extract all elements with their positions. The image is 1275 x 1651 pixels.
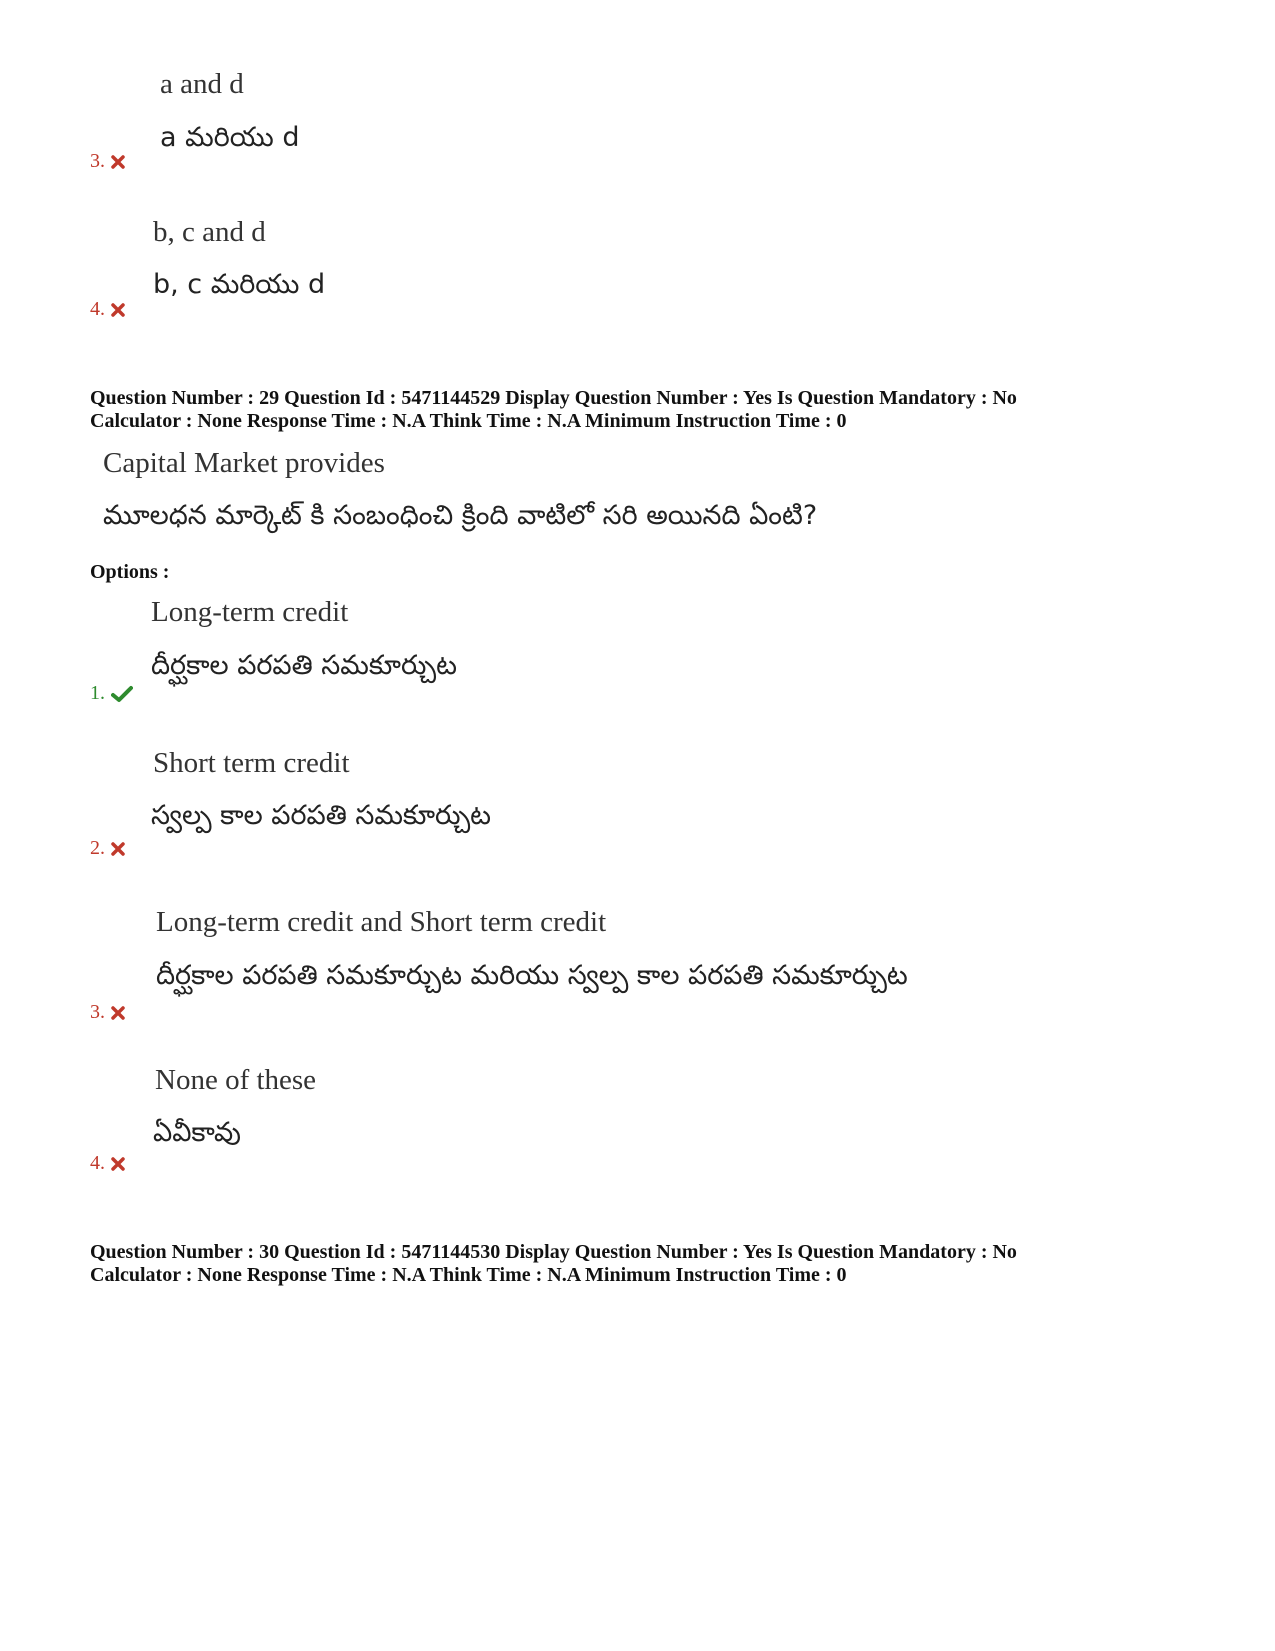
q29-option-2-marker bbox=[90, 837, 125, 860]
prev-option-3-marker bbox=[90, 150, 125, 173]
q29-option-4-telugu: ఏవీకావు bbox=[153, 1117, 241, 1148]
q29-option-1-marker bbox=[90, 682, 133, 705]
wrong-icon bbox=[111, 1157, 125, 1171]
prev-option-4-marker bbox=[90, 298, 125, 321]
prev-option-4-english: b, c and d bbox=[153, 216, 266, 248]
q30-meta-line1: Question Number : 30 Question Id : 5471144530 Display Question Number : Yes Is Question Mandatory : No bbox=[90, 1241, 1017, 1263]
q29-option-4-marker bbox=[90, 1152, 125, 1175]
option-number: 1. bbox=[90, 682, 105, 704]
option-number: 4. bbox=[90, 298, 105, 320]
wrong-icon bbox=[111, 303, 125, 317]
option-number: 3. bbox=[90, 150, 105, 172]
q29-question-english: Capital Market provides bbox=[103, 447, 385, 479]
option-number: 4. bbox=[90, 1152, 105, 1174]
q29-option-3-telugu: దీర్ఘకాల పరపతి సమకూర్చుట మరియు స్వల్ప కాల పరపతి సమకూర్చుట bbox=[156, 960, 908, 991]
q29-meta-line1: Question Number : 29 Question Id : 5471144529 Display Question Number : Yes Is Question Mandatory : No bbox=[90, 387, 1017, 409]
q29-option-2-telugu: స్వల్ప కాల పరపతి సమకూర్చుట bbox=[151, 800, 492, 831]
prev-option-3-english: a and d bbox=[160, 68, 244, 100]
q29-option-2-english: Short term credit bbox=[153, 747, 350, 779]
wrong-icon bbox=[111, 155, 125, 169]
prev-option-3-telugu: a మరియు d bbox=[160, 122, 300, 153]
q29-option-3-marker bbox=[90, 1001, 125, 1024]
q29-question-telugu: మూలధన మార్కెట్ కి సంబంధించి క్రింది వాటిలో సరి అయినది ఏంటి? bbox=[103, 500, 818, 531]
q29-option-1-english: Long-term credit bbox=[151, 596, 349, 628]
prev-option-4-telugu: b, c మరియు d bbox=[153, 269, 326, 300]
q30-meta-line2: Calculator : None Response Time : N.A Think Time : N.A Minimum Instruction Time : 0 bbox=[90, 1264, 847, 1286]
option-number: 2. bbox=[90, 837, 105, 859]
wrong-icon bbox=[111, 842, 125, 856]
q29-option-3-english: Long-term credit and Short term credit bbox=[156, 906, 607, 938]
options-label: Options : bbox=[90, 561, 170, 583]
option-number: 3. bbox=[90, 1001, 105, 1023]
q29-option-1-telugu: దీర్ఘకాల పరపతి సమకూర్చుట bbox=[151, 650, 457, 681]
q29-option-4-english: None of these bbox=[155, 1064, 317, 1096]
wrong-icon bbox=[111, 1006, 125, 1020]
checkmark-icon bbox=[111, 685, 133, 703]
q29-meta-line2: Calculator : None Response Time : N.A Think Time : N.A Minimum Instruction Time : 0 bbox=[90, 410, 847, 432]
